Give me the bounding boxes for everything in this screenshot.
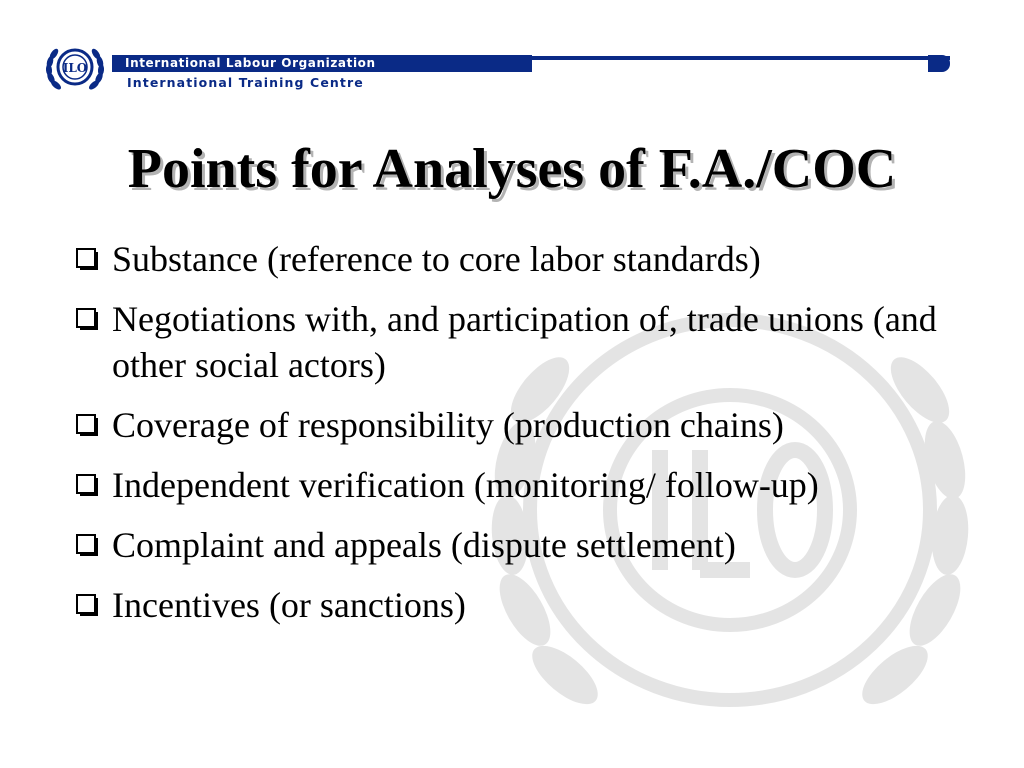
training-centre-name: International Training Centre bbox=[127, 75, 364, 90]
logo-text: ILO bbox=[62, 61, 88, 75]
header-bar-end-cap bbox=[928, 55, 950, 72]
checkbox-square-icon bbox=[76, 594, 100, 618]
bullet-item bbox=[76, 582, 986, 628]
bullet-item bbox=[76, 402, 986, 448]
bullet-list bbox=[76, 236, 986, 642]
bullet-text: Substance (reference to core labor standards) bbox=[112, 239, 761, 279]
bullet-item bbox=[76, 236, 986, 282]
checkbox-square-icon bbox=[76, 308, 100, 332]
bullet-text: Incentives (or sanctions) bbox=[112, 585, 466, 625]
bullet-text: Coverage of responsibility (production chains) bbox=[112, 405, 784, 445]
checkbox-square-icon bbox=[76, 414, 100, 438]
header-bar-line bbox=[532, 56, 950, 60]
organization-name: International Labour Organization bbox=[125, 56, 376, 70]
bullet-item bbox=[76, 522, 986, 568]
bullet-item bbox=[76, 462, 986, 508]
bullet-text: Independent verification (monitoring/ follow-up) bbox=[112, 465, 819, 505]
bullet-item bbox=[76, 296, 986, 388]
bullet-text: Complaint and appeals (dispute settlement) bbox=[112, 525, 736, 565]
checkbox-square-icon bbox=[76, 248, 100, 272]
checkbox-square-icon bbox=[76, 534, 100, 558]
checkbox-square-icon bbox=[76, 474, 100, 498]
bullet-text: Negotiations with, and participation of, trade unions (and other social actors) bbox=[112, 299, 937, 385]
slide-title: Points for Analyses of F.A./COC bbox=[127, 138, 897, 200]
ilo-logo-icon bbox=[44, 40, 106, 94]
